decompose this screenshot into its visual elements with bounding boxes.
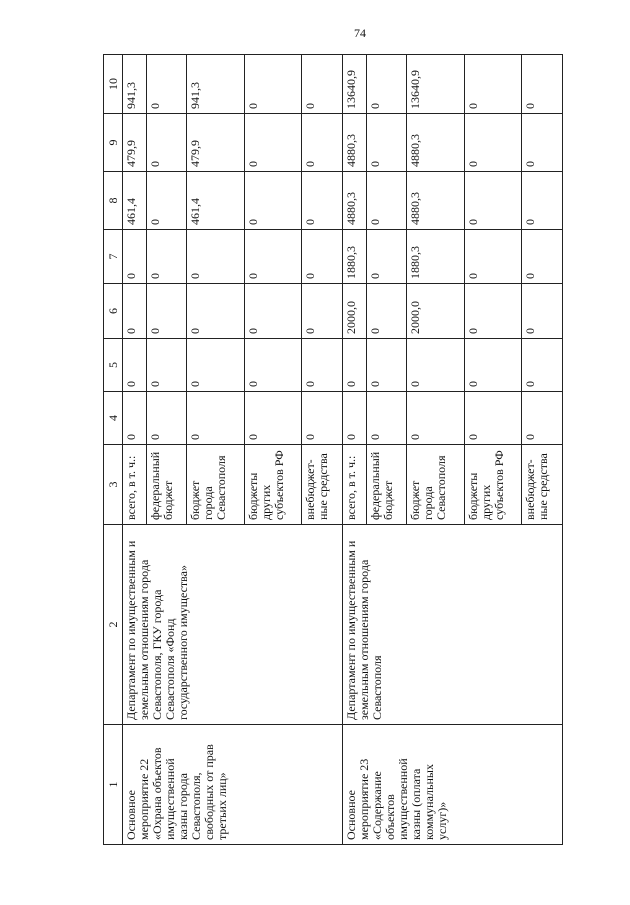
funding-source-cell: всего, в т. ч.:: [342, 445, 366, 525]
rotated-table-container: [103, 55, 563, 845]
funding-source-cell: бюджеты других субъектов РФ: [464, 445, 522, 525]
measure-cell: Основное мероприятие 22 «Охрана объектов имущественной казны города Севастополя, свободных от прав третьих лиц»: [123, 725, 343, 845]
value-cell: 0: [464, 339, 522, 392]
value-cell: 0: [302, 284, 343, 339]
table-row: [123, 55, 147, 845]
value-cell: 0: [342, 392, 366, 445]
value-cell: 0: [464, 284, 522, 339]
value-cell: 941,3: [123, 55, 147, 114]
value-cell: 13640,9: [407, 55, 465, 114]
value-cell: 0: [187, 230, 245, 284]
executor-cell: Департамент по имущественным и земельным отношениям города Севастополя: [342, 525, 562, 725]
measure-cell: Основное мероприятие 23 «Содержание объектов имущественной казны (оплата коммунальных услуг)»: [342, 725, 562, 845]
value-cell: 0: [146, 55, 187, 114]
col-header-5: 5: [104, 339, 123, 392]
value-cell: 0: [522, 230, 563, 284]
value-cell: 461,4: [123, 172, 147, 230]
col-header-9: 9: [104, 114, 123, 172]
value-cell: 0: [366, 55, 407, 114]
col-header-1: 1: [104, 725, 123, 845]
value-cell: 479,9: [187, 114, 245, 172]
col-header-10: 10: [104, 55, 123, 114]
value-cell: 0: [244, 114, 302, 172]
value-cell: 0: [123, 230, 147, 284]
value-cell: 4880,3: [342, 172, 366, 230]
value-cell: 0: [464, 172, 522, 230]
budget-table: [103, 54, 563, 845]
value-cell: 0: [464, 55, 522, 114]
value-cell: 0: [244, 392, 302, 445]
value-cell: 0: [522, 114, 563, 172]
col-header-6: 6: [104, 284, 123, 339]
value-cell: 4880,3: [342, 114, 366, 172]
value-cell: 0: [366, 172, 407, 230]
funding-source-cell: внебюджет-ные средства: [522, 445, 563, 525]
value-cell: 0: [366, 392, 407, 445]
value-cell: 0: [146, 114, 187, 172]
value-cell: 0: [244, 230, 302, 284]
executor-cell: Департамент по имущественным и земельным отношениям города Севастополя, ГКУ города Севастополя «Фонд государственного имущества»: [123, 525, 343, 725]
value-cell: 0: [187, 339, 245, 392]
value-cell: 1880,3: [342, 230, 366, 284]
funding-source-cell: бюджет города Севастополя: [187, 445, 245, 525]
col-header-8: 8: [104, 172, 123, 230]
value-cell: 0: [302, 55, 343, 114]
value-cell: 461,4: [187, 172, 245, 230]
value-cell: 13640,9: [342, 55, 366, 114]
value-cell: 0: [244, 172, 302, 230]
header-row: [104, 55, 123, 845]
value-cell: 0: [522, 339, 563, 392]
value-cell: 2000,0: [407, 284, 465, 339]
value-cell: 0: [522, 392, 563, 445]
col-header-3: 3: [104, 445, 123, 525]
value-cell: 0: [146, 230, 187, 284]
value-cell: 0: [366, 339, 407, 392]
value-cell: 479,9: [123, 114, 147, 172]
funding-source-cell: бюджет города Севастополя: [407, 445, 465, 525]
value-cell: 0: [366, 114, 407, 172]
value-cell: 0: [302, 392, 343, 445]
col-header-7: 7: [104, 230, 123, 284]
funding-source-cell: федеральный бюджет: [146, 445, 187, 525]
funding-source-cell: внебюджет-ные средства: [302, 445, 343, 525]
value-cell: 0: [302, 114, 343, 172]
value-cell: 0: [366, 230, 407, 284]
funding-source-cell: бюджеты других субъектов РФ: [244, 445, 302, 525]
value-cell: 0: [244, 284, 302, 339]
col-header-4: 4: [104, 392, 123, 445]
value-cell: 0: [146, 392, 187, 445]
value-cell: 0: [464, 230, 522, 284]
value-cell: 0: [123, 284, 147, 339]
value-cell: 0: [123, 392, 147, 445]
value-cell: 0: [407, 339, 465, 392]
value-cell: 0: [123, 339, 147, 392]
value-cell: 941,3: [187, 55, 245, 114]
value-cell: 0: [464, 392, 522, 445]
value-cell: 4880,3: [407, 114, 465, 172]
value-cell: 0: [366, 284, 407, 339]
value-cell: 0: [407, 392, 465, 445]
value-cell: 0: [522, 284, 563, 339]
table-row: [342, 55, 366, 845]
value-cell: 0: [146, 172, 187, 230]
value-cell: 0: [302, 339, 343, 392]
value-cell: 2000,0: [342, 284, 366, 339]
value-cell: 0: [302, 230, 343, 284]
funding-source-cell: всего, в т. ч.:: [123, 445, 147, 525]
funding-source-cell: федеральный бюджет: [366, 445, 407, 525]
value-cell: 0: [342, 339, 366, 392]
value-cell: 4880,3: [407, 172, 465, 230]
value-cell: 0: [244, 55, 302, 114]
value-cell: 0: [187, 284, 245, 339]
page-number: 74: [354, 26, 366, 40]
value-cell: 1880,3: [407, 230, 465, 284]
value-cell: 0: [187, 392, 245, 445]
value-cell: 0: [146, 339, 187, 392]
col-header-2: 2: [104, 525, 123, 725]
value-cell: 0: [522, 55, 563, 114]
value-cell: 0: [146, 284, 187, 339]
value-cell: 0: [244, 339, 302, 392]
value-cell: 0: [522, 172, 563, 230]
value-cell: 0: [464, 114, 522, 172]
value-cell: 0: [302, 172, 343, 230]
